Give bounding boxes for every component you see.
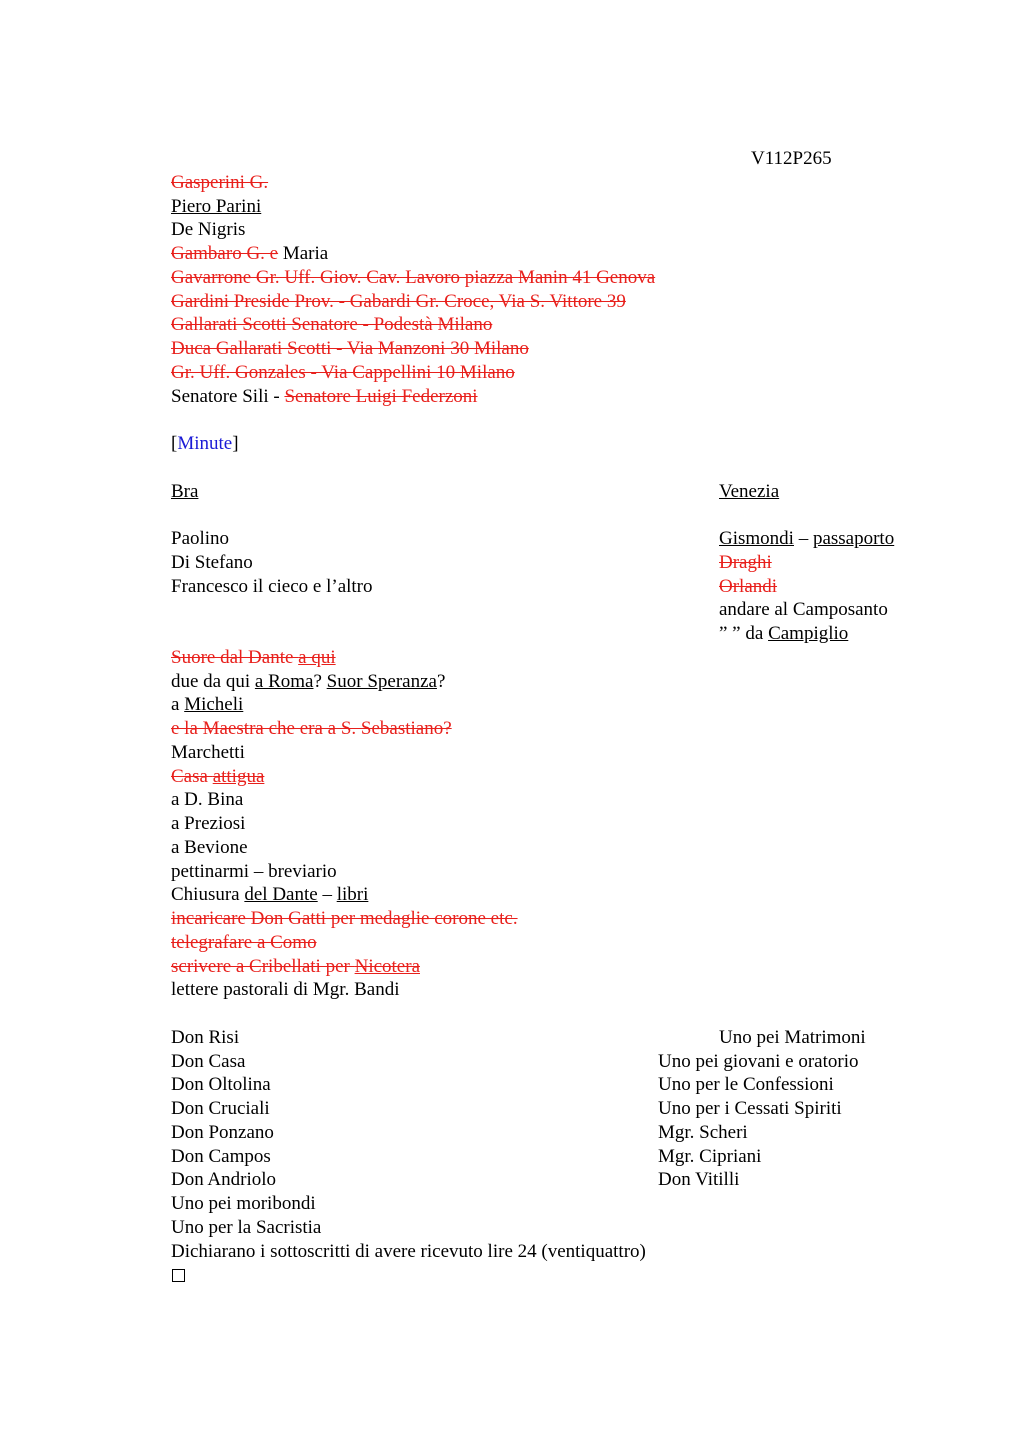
bracket-open: [ <box>171 433 178 454</box>
don-oltolina: Don Oltolina <box>171 1074 271 1095</box>
a-roma-text: a Roma <box>254 671 314 692</box>
entry-gasperini: Gasperini G. <box>171 172 269 193</box>
bracket-close: ] <box>232 433 239 454</box>
line-preziosi: a Preziosi <box>171 813 246 834</box>
struck-federzoni: Senatore Luigi Federzoni <box>284 386 478 407</box>
dash: – <box>317 884 337 905</box>
a-text: a <box>171 694 185 715</box>
don-campos: Don Campos <box>171 1146 271 1167</box>
bra-heading: Bra <box>171 481 199 502</box>
question-end: ? <box>436 671 446 692</box>
a-qui-text: a qui <box>298 647 336 668</box>
document-id: V112P265 <box>751 148 832 169</box>
entry-piero-parini: Piero Parini <box>171 196 262 217</box>
don-risi: Don Risi <box>171 1027 240 1048</box>
venezia-orlandi: Orlandi <box>719 576 778 597</box>
dash: – <box>793 528 813 549</box>
line-micheli <box>171 693 243 716</box>
bra-item-francesco: Francesco il cieco e l’altro <box>171 576 373 597</box>
del-dante-text: del Dante <box>244 884 318 905</box>
gismondi-text: Gismondi <box>719 528 794 549</box>
uno-cessati-spiriti: Uno per i Cessati Spiriti <box>658 1098 842 1119</box>
line-marchetti: Marchetti <box>171 742 245 763</box>
don-cruciali: Don Cruciali <box>171 1098 270 1119</box>
uno-matrimoni: Uno pei Matrimoni <box>719 1027 866 1048</box>
don-vitilli: Don Vitilli <box>658 1169 740 1190</box>
line-dichiarano: Dichiarano i sottoscritti di avere ricevuto lire 24 (ventiquattro) <box>171 1241 646 1262</box>
mgr-scheri: Mgr. Scheri <box>658 1122 748 1143</box>
uno-giovani: Uno pei giovani e oratorio <box>658 1051 859 1072</box>
uno-sacristia: Uno per la Sacristia <box>171 1217 322 1238</box>
line-due-da-qui <box>171 670 445 693</box>
suor-speranza-text: Suor Speranza <box>326 671 437 692</box>
line-lettere: lettere pastorali di Mgr. Bandi <box>171 979 400 1000</box>
entry-gambaro-maria <box>171 242 328 265</box>
line-bevione: a Bevione <box>171 837 248 858</box>
line-scrivere <box>171 955 420 978</box>
senatore-sili-text: Senatore Sili - <box>171 386 285 407</box>
entry-gallarati-scotti: Gallarati Scotti Senatore - Podestà Milano <box>171 314 493 335</box>
don-andriolo: Don Andriolo <box>171 1169 277 1190</box>
entry-gavarrone: Gavarrone Gr. Uff. Giov. Cav. Lavoro piazza Manin 41 Genova <box>171 267 656 288</box>
venezia-heading: Venezia <box>719 481 780 502</box>
line-pettinarmi: pettinarmi – breviario <box>171 861 337 882</box>
line-incaricare: incaricare Don Gatti per medaglie corone etc. <box>171 908 518 929</box>
entry-de-nigris: De Nigris <box>171 219 246 240</box>
libri-text: libri <box>336 884 369 905</box>
line-telegrafare: telegrafare a Como <box>171 932 317 953</box>
suore-text: Suore dal Dante <box>171 647 299 668</box>
entry-gonzales: Gr. Uff. Gonzales - Via Cappellini 10 Milano <box>171 362 515 383</box>
line-bina: a D. Bina <box>171 789 244 810</box>
passaporto-text: passaporto <box>812 528 895 549</box>
entry-duca-gallarati: Duca Gallarati Scotti - Via Manzoni 30 Milano <box>171 338 529 359</box>
scrivere-text: scrivere a Cribellati per <box>171 956 355 977</box>
uno-confessioni: Uno per le Confessioni <box>658 1074 834 1095</box>
nicotera-text: Nicotera <box>354 956 420 977</box>
casa-text: Casa <box>171 766 213 787</box>
mgr-cipriani: Mgr. Cipriani <box>658 1146 762 1167</box>
line-casa-attigua <box>171 765 264 788</box>
question-text: ? <box>313 671 327 692</box>
micheli-text: Micheli <box>184 694 244 715</box>
don-ponzano: Don Ponzano <box>171 1122 274 1143</box>
due-text: due da qui <box>171 671 255 692</box>
entry-senatore-sili <box>171 385 478 408</box>
struck-gambaro: Gambaro G. e <box>171 243 279 264</box>
line-suore <box>171 646 336 669</box>
line-chiusura <box>171 883 368 906</box>
line-maestra: e la Maestra che era a S. Sebastiano? <box>171 718 452 739</box>
venezia-camposanto: andare al Camposanto <box>719 599 888 620</box>
venezia-campiglio <box>719 622 848 645</box>
maria-text: Maria <box>278 243 329 264</box>
minute-label: Minute <box>177 433 233 454</box>
bra-item-paolino: Paolino <box>171 528 230 549</box>
bra-item-di-stefano: Di Stefano <box>171 552 253 573</box>
entry-gardini: Gardini Preside Prov. - Gabardi Gr. Croce, Via S. Vittore 39 <box>171 291 626 312</box>
ditto-text: ” ” da <box>719 623 769 644</box>
attigua-text: attigua <box>212 766 265 787</box>
checkbox-square-icon <box>172 1266 185 1288</box>
campiglio-text: Campiglio <box>768 623 849 644</box>
minute-marker <box>171 432 239 455</box>
chiusura-text: Chiusura <box>171 884 245 905</box>
uno-moribondi: Uno pei moribondi <box>171 1193 316 1214</box>
venezia-draghi: Draghi <box>719 552 772 573</box>
venezia-gismondi <box>719 527 894 550</box>
don-casa: Don Casa <box>171 1051 246 1072</box>
